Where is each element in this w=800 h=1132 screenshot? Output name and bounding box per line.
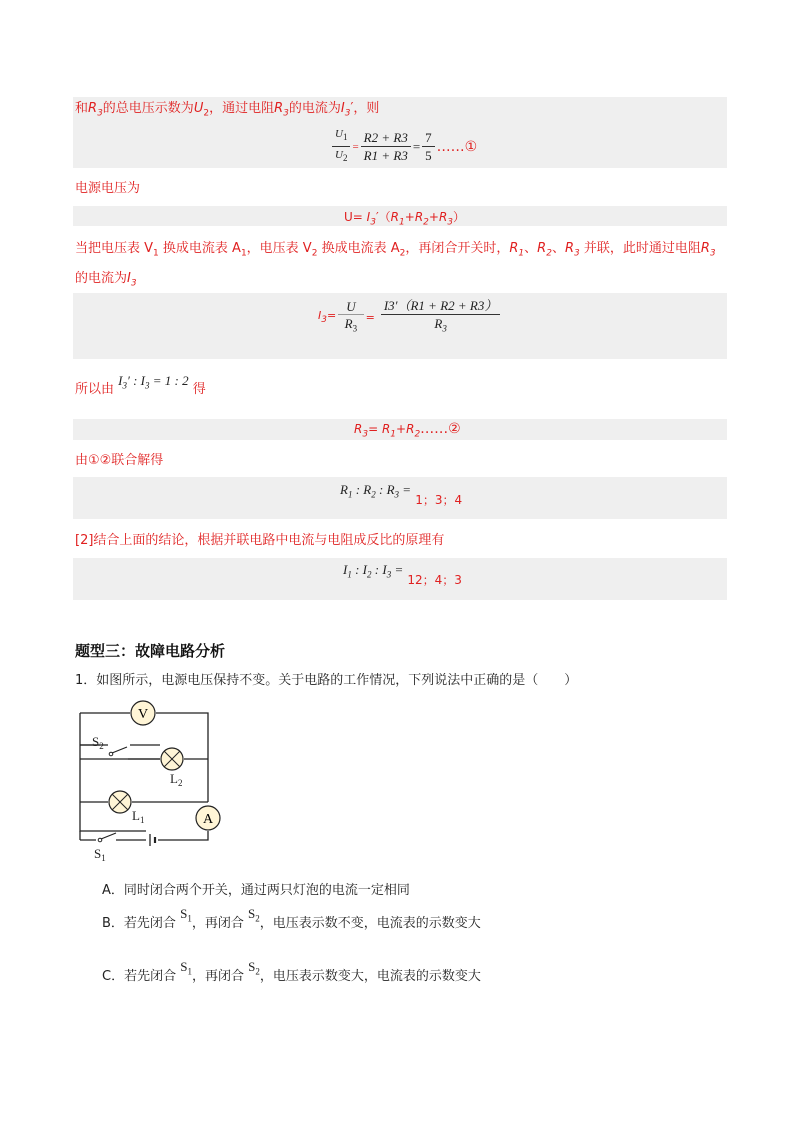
svg-text:V: V: [137, 707, 149, 722]
solution-line-5: 所以由 $I_3'$ : $I_3 = 1$ : 2 得: [75, 373, 206, 397]
option-a[interactable]: A．同时闭合两个开关，通过两只灯泡的电流一定相同: [102, 883, 410, 898]
equation-r3-relation: $R_3=$ $R_1+R_2\dots\dots ②$: [354, 421, 461, 440]
label-s2: $S_2$: [92, 734, 104, 751]
option-c[interactable]: C．若先闭合 $S_1$，再闭合 $S_2$，电压表示数变大，电流表的示数变大: [102, 959, 481, 984]
battery-symbol: [150, 834, 155, 846]
question-text: 1．如图所示，电源电压保持不变。关于电路的工作情况，下列说法中正确的是（ ）: [75, 673, 578, 688]
equation-current-i3: $I_3=$ $\frac{U}{R_3}$ = $\frac{I3'(R1 + R2 + R3)}{R_3}$: [318, 298, 502, 337]
section-heading: 题型三：故障电路分析: [75, 642, 226, 660]
solution-line-7: [2]结合上面的结论，根据并联电路中电流与电阻成反比的原理有: [75, 533, 445, 548]
circuit-diagram: [70, 698, 230, 868]
equation-resistance-ratio: $R_1$ : $R_2$ : $R_3 = 1$；3；4: [340, 482, 463, 507]
label-l2: $L_2$: [170, 771, 183, 788]
equation-voltage-ratio: $\frac{U_1}{U_2}$ = $\frac{R2 + R3}{R1 + R3}$ = $\frac{7}{5}$ ……①: [330, 127, 477, 166]
switch-s1: [98, 833, 116, 842]
solution-line-1: 和$R_3$的总电压示数为$U_2$，通过电阻$R_3$的电流为$I_3'$，则: [75, 101, 380, 119]
label-s1: $S_1$: [94, 846, 106, 863]
solution-line-6: 由①②联合解得: [75, 453, 164, 468]
svg-text:A: A: [202, 812, 214, 827]
ammeter-symbol: [196, 806, 220, 830]
voltmeter-symbol: [131, 701, 155, 725]
solution-line-2: 电源电压为: [75, 181, 141, 196]
label-l1: $L_1$: [132, 808, 145, 825]
lamp-l1: [109, 791, 131, 813]
solution-line-4: 的电流为$I_3$: [75, 271, 137, 289]
lamp-l2: [161, 748, 183, 770]
solution-line-3: 当把电压表 $V_1$ 换成电流表 $A_1$，电压表 $V_2$ 换成电流表 $A_2$，再闭合开关时，$R_1$、$R_2$、$R_3$ 并联，此时通过电阻$R_3$: [75, 241, 716, 259]
switch-s2: [109, 747, 160, 759]
equation-supply-voltage: $U= I_3'(R_1+R_2+R_3)$: [344, 210, 466, 228]
equation-current-ratio: $I_1$ : $I_2$ : $I_3 = 12$；4；3: [343, 562, 462, 587]
option-b[interactable]: B．若先闭合 $S_1$，再闭合 $S_2$，电压表示数不变，电流表的示数变大: [102, 906, 481, 931]
